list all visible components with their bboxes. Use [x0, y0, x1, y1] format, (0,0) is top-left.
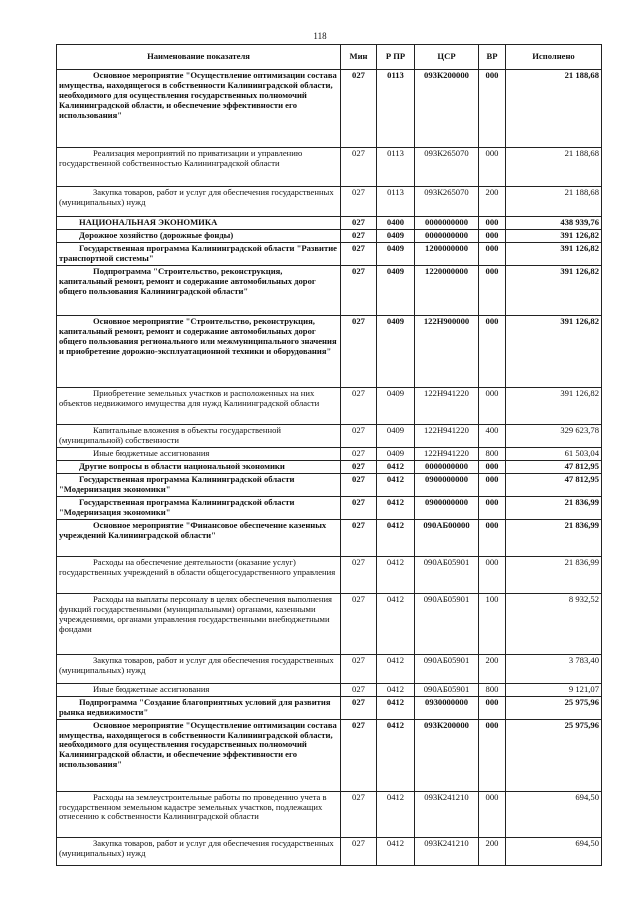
row-sum: 47 812,95 [506, 460, 602, 473]
table-row [57, 696, 602, 719]
table-row [57, 473, 602, 496]
row-min: 027 [341, 447, 377, 460]
row-rpr: 0412 [377, 593, 415, 654]
row-name: Основное мероприятие "Осуществление оптимизации состава имущества, находящегося в собственности Калининградской области, необходимого для осуществления государственных полномочий Калининградской области, и обеспечение эффективности его использования" [57, 70, 341, 148]
row-name: Основное мероприятие "Строительство, реконструкция, капитальный ремонт, ремонт и содержание автомобильных дорог общего пользования регионального или межмуниципального значения и приобретение дорожно-эксплуатационной техники и оборудования" [57, 315, 341, 387]
row-min: 027 [341, 696, 377, 719]
row-vr: 000 [479, 496, 506, 519]
row-csr: 122Н941220 [415, 387, 479, 424]
row-sum: 694,50 [506, 837, 602, 865]
row-name: Капитальные вложения в объекты государственной (муниципальной) собственности [57, 424, 341, 447]
row-name: Основное мероприятие "Осуществление оптимизации состава имущества, находящегося в собственности Калининградской области, необходимого для осуществления государственных полномочий Калининградской области, и обеспечение эффективности его использования" [57, 719, 341, 791]
row-name: Государственная программа Калининградской области "Модернизация экономики" [57, 473, 341, 496]
row-rpr: 0412 [377, 791, 415, 837]
row-sum: 21 836,99 [506, 519, 602, 556]
row-min: 027 [341, 556, 377, 593]
row-sum: 21 836,99 [506, 496, 602, 519]
row-sum: 21 188,68 [506, 187, 602, 217]
row-name: Расходы на выплаты персоналу в целях обеспечения выполнения функций государственными (муниципальными) органами, казенными учреждениями, органами управления государственными внебюджетными фондами [57, 593, 341, 654]
table-row [57, 519, 602, 556]
row-csr: 090АБ05901 [415, 556, 479, 593]
row-rpr: 0113 [377, 70, 415, 148]
row-csr: 093К241210 [415, 791, 479, 837]
row-csr: 122Н941220 [415, 447, 479, 460]
row-min: 027 [341, 496, 377, 519]
header-name: Наименование показателя [57, 45, 341, 70]
row-sum: 391 126,82 [506, 387, 602, 424]
row-vr: 000 [479, 791, 506, 837]
row-name: Закупка товаров, работ и услуг для обеспечения государственных (муниципальных) нужд [57, 654, 341, 683]
row-rpr: 0412 [377, 556, 415, 593]
row-rpr: 0409 [377, 447, 415, 460]
row-vr: 100 [479, 593, 506, 654]
row-min: 027 [341, 593, 377, 654]
row-name: Иные бюджетные ассигнования [57, 447, 341, 460]
table-row [57, 683, 602, 696]
table-row [57, 187, 602, 217]
row-rpr: 0412 [377, 837, 415, 865]
row-vr: 000 [479, 519, 506, 556]
row-rpr: 0409 [377, 242, 415, 265]
row-name: Закупка товаров, работ и услуг для обеспечения государственных (муниципальных) нужд [57, 187, 341, 217]
row-vr: 000 [479, 473, 506, 496]
table-row [57, 229, 602, 242]
row-name: Иные бюджетные ассигнования [57, 683, 341, 696]
row-rpr: 0113 [377, 148, 415, 187]
header-rpr: Р ПР [377, 45, 415, 70]
row-rpr: 0409 [377, 387, 415, 424]
row-name: Государственная программа Калининградской области "Развитие транспортной системы" [57, 242, 341, 265]
table-row [57, 654, 602, 683]
row-name: Дорожное хозяйство (дорожные фонды) [57, 229, 341, 242]
row-csr: 122Н941220 [415, 424, 479, 447]
row-csr: 093К265070 [415, 187, 479, 217]
row-csr: 0000000000 [415, 460, 479, 473]
header-min: Мин [341, 45, 377, 70]
row-min: 027 [341, 217, 377, 230]
row-sum: 391 126,82 [506, 315, 602, 387]
row-vr: 000 [479, 315, 506, 387]
table-row [57, 265, 602, 315]
row-min: 027 [341, 683, 377, 696]
row-csr: 0900000000 [415, 473, 479, 496]
row-csr: 122Н900000 [415, 315, 479, 387]
row-min: 027 [341, 148, 377, 187]
table-row [57, 496, 602, 519]
row-name: Расходы на землеустроительные работы по проведению учета в государственном земельном кадастре земельных участков, подлежащих отнесению к собственности Калининградской области [57, 791, 341, 837]
row-name: Подпрограмма "Строительство, реконструкция, капитальный ремонт, ремонт и содержание автомобильных дорог общего пользования Калининградской области" [57, 265, 341, 315]
row-vr: 000 [479, 719, 506, 791]
row-name: НАЦИОНАЛЬНАЯ ЭКОНОМИКА [57, 217, 341, 230]
row-vr: 800 [479, 447, 506, 460]
row-min: 027 [341, 187, 377, 217]
row-vr: 000 [479, 229, 506, 242]
row-min: 027 [341, 242, 377, 265]
row-sum: 391 126,82 [506, 242, 602, 265]
row-csr: 0000000000 [415, 229, 479, 242]
row-name: Основное мероприятие "Финансовое обеспечение казенных учреждений Калининградской области" [57, 519, 341, 556]
table-row [57, 837, 602, 865]
header-sum: Исполнено [506, 45, 602, 70]
row-sum: 21 836,99 [506, 556, 602, 593]
row-min: 027 [341, 387, 377, 424]
row-rpr: 0412 [377, 696, 415, 719]
row-vr: 200 [479, 654, 506, 683]
row-vr: 000 [479, 217, 506, 230]
row-csr: 1200000000 [415, 242, 479, 265]
row-min: 027 [341, 719, 377, 791]
row-sum: 9 121,07 [506, 683, 602, 696]
row-sum: 3 783,40 [506, 654, 602, 683]
row-sum: 329 623,78 [506, 424, 602, 447]
row-sum: 25 975,96 [506, 696, 602, 719]
row-vr: 000 [479, 387, 506, 424]
row-name: Другие вопросы в области национальной экономики [57, 460, 341, 473]
row-csr: 0900000000 [415, 496, 479, 519]
row-vr: 000 [479, 70, 506, 148]
row-name: Закупка товаров, работ и услуг для обеспечения государственных (муниципальных) нужд [57, 837, 341, 865]
row-rpr: 0412 [377, 460, 415, 473]
row-name: Расходы на обеспечение деятельности (оказание услуг) государственных учреждений в области общегосударственного управления [57, 556, 341, 593]
page-number: 118 [313, 31, 327, 41]
row-vr: 000 [479, 460, 506, 473]
row-csr: 0000000000 [415, 217, 479, 230]
table-row [57, 460, 602, 473]
table-row [57, 593, 602, 654]
row-min: 027 [341, 473, 377, 496]
row-sum: 391 126,82 [506, 265, 602, 315]
row-rpr: 0400 [377, 217, 415, 230]
row-min: 027 [341, 791, 377, 837]
row-sum: 391 126,82 [506, 229, 602, 242]
row-rpr: 0412 [377, 683, 415, 696]
row-min: 027 [341, 424, 377, 447]
table-row [57, 424, 602, 447]
table-row [57, 719, 602, 791]
row-min: 027 [341, 837, 377, 865]
row-min: 027 [341, 654, 377, 683]
row-vr: 400 [479, 424, 506, 447]
row-rpr: 0412 [377, 719, 415, 791]
row-name: Приобретение земельных участков и расположенных на них объектов недвижимого имущества для нужд Калининградской области [57, 387, 341, 424]
row-vr: 000 [479, 696, 506, 719]
header-vr: ВР [479, 45, 506, 70]
row-csr: 090АБ05901 [415, 593, 479, 654]
row-csr: 090АБ05901 [415, 683, 479, 696]
row-csr: 093К265070 [415, 148, 479, 187]
row-min: 027 [341, 315, 377, 387]
row-csr: 093К200000 [415, 719, 479, 791]
table-row [57, 447, 602, 460]
row-rpr: 0409 [377, 265, 415, 315]
table-row [57, 217, 602, 230]
table-row [57, 315, 602, 387]
row-sum: 21 188,68 [506, 70, 602, 148]
table-row [57, 148, 602, 187]
row-min: 027 [341, 460, 377, 473]
row-rpr: 0412 [377, 496, 415, 519]
row-rpr: 0409 [377, 315, 415, 387]
row-rpr: 0113 [377, 187, 415, 217]
row-vr: 000 [479, 148, 506, 187]
row-vr: 200 [479, 837, 506, 865]
row-sum: 438 939,76 [506, 217, 602, 230]
header-csr: ЦСР [415, 45, 479, 70]
row-vr: 000 [479, 265, 506, 315]
row-vr: 000 [479, 242, 506, 265]
table-row [57, 70, 602, 148]
row-csr: 090АБ00000 [415, 519, 479, 556]
row-min: 027 [341, 70, 377, 148]
row-sum: 694,50 [506, 791, 602, 837]
row-sum: 8 932,52 [506, 593, 602, 654]
row-csr: 093К241210 [415, 837, 479, 865]
row-vr: 800 [479, 683, 506, 696]
table-row [57, 387, 602, 424]
row-sum: 21 188,68 [506, 148, 602, 187]
row-name: Государственная программа Калининградской области "Модернизация экономики" [57, 496, 341, 519]
row-rpr: 0412 [377, 473, 415, 496]
row-min: 027 [341, 519, 377, 556]
row-vr: 000 [479, 556, 506, 593]
row-csr: 1220000000 [415, 265, 479, 315]
table-row [57, 242, 602, 265]
table-row [57, 791, 602, 837]
row-csr: 093К200000 [415, 70, 479, 148]
table-header-row [57, 45, 602, 70]
row-sum: 61 503,04 [506, 447, 602, 460]
row-sum: 25 975,96 [506, 719, 602, 791]
row-rpr: 0409 [377, 229, 415, 242]
row-name: Подпрограмма "Создание благоприятных условий для развития рынка недвижимости" [57, 696, 341, 719]
row-min: 027 [341, 229, 377, 242]
row-csr: 0930000000 [415, 696, 479, 719]
row-rpr: 0409 [377, 424, 415, 447]
row-rpr: 0412 [377, 654, 415, 683]
row-rpr: 0412 [377, 519, 415, 556]
row-min: 027 [341, 265, 377, 315]
row-sum: 47 812,95 [506, 473, 602, 496]
row-vr: 200 [479, 187, 506, 217]
budget-table [56, 44, 602, 866]
table-row [57, 556, 602, 593]
row-name: Реализация мероприятий по приватизации и управлению государственной собственностью Калининградской области [57, 148, 341, 187]
row-csr: 090АБ05901 [415, 654, 479, 683]
